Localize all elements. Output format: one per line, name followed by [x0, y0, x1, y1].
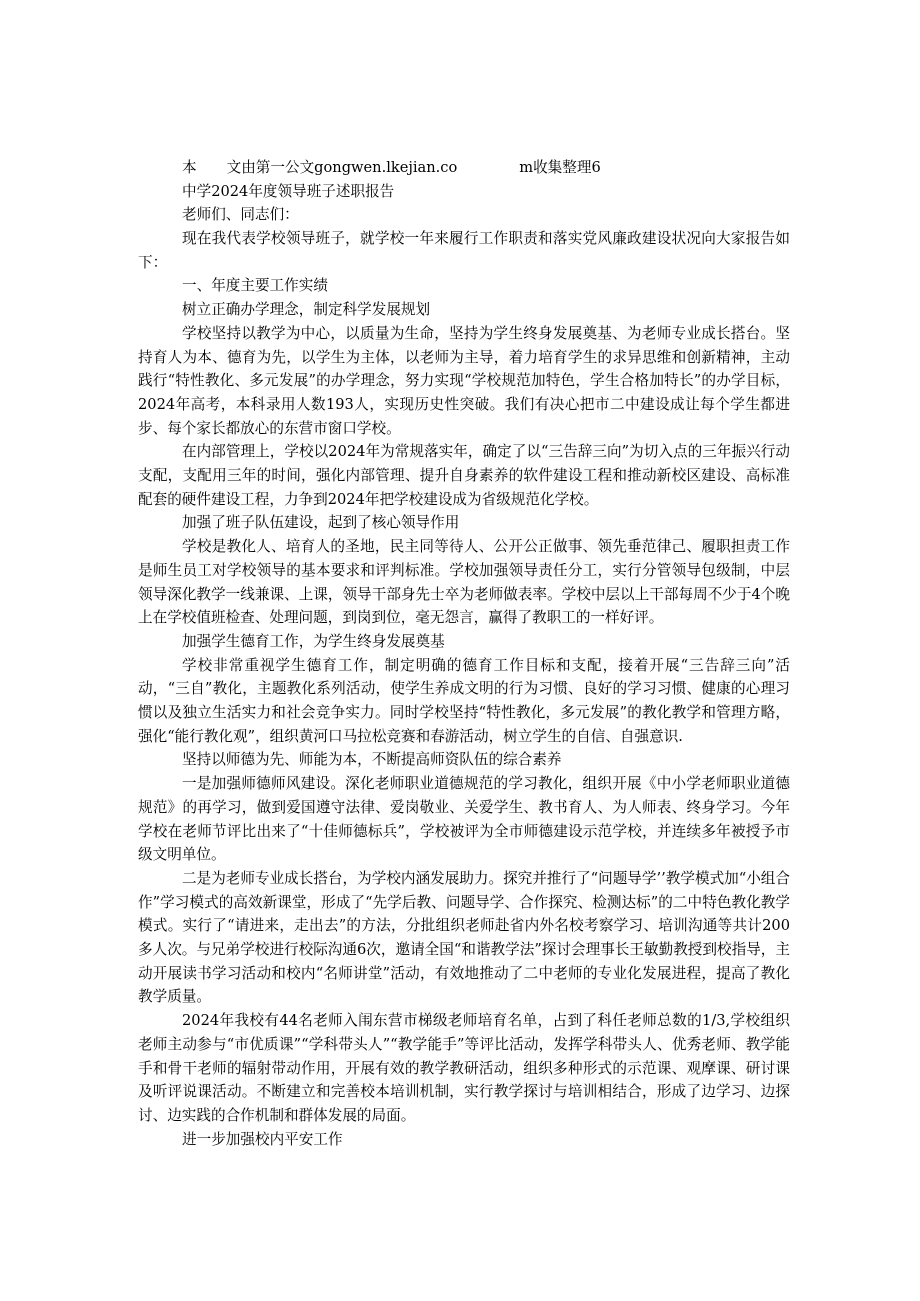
subheading-3: 加强学生德育工作，为学生终身发展奠基 [182, 632, 445, 650]
document-title: 中学2024年度领导班子述职报告 [182, 182, 395, 200]
source-header-part-1: 本 [182, 159, 197, 176]
source-header-part-3: m收集整理6 [519, 159, 601, 176]
intro-paragraph: 现在我代表学校领导班子，就学校一年来履行工作职责和落实党风廉政建设状况向大家报告如下： [138, 230, 790, 271]
body-paragraph-1: 学校坚持以教学为中心，以质量为生命，坚持为学生终身发展奠基、为老师专业成长搭台。坚持育人为本、德育为先，以学生为主体，以老师为主导，着力培育学生的求异思维和创新精神，主动践行“特性教化、多元发展”的办学理念，努力实现“学校规范加特色，学生合格加特长”的办学目标，2024年高考，本科录用人数193人，实现历史性突破。我们有决心把市二中建设成让每个学生都进步、每个家长都放心的东营市窗口学校。 [138, 324, 790, 437]
source-header [138, 156, 790, 180]
body-paragraph-7: 2024年我校有44名老师入闱东营市梯级老师培育名单，占到了科任老师总数的1/3,学校组织老师主动参与“市优质课”“学科带头人”“教学能手”等评比活动，发挥学科带头人、优秀老师、教学能手和骨干老师的辐射带动作用，开展有效的教学教研活动，组织多种形式的示范课、观摩课、研讨课及听评说课活动。不断建立和完善校本培训机制，实行教学探讨与培训相结合，形成了边学习、边探讨、边实践的合作机制和群体发展的局面。 [138, 1012, 790, 1124]
body-paragraph-6: 二是为老师专业成长搭台，为学校内涵发展助力。探究并推行了“问题导学’’教学模式加“小组合作”学习模式的高效新课堂，形成了“先学后教、问题导学、合作探究、检测达标”的二中特色教化教学模式。实行了“请进来，走出去”的方法，分批组织老师赴省内外名校考察学习、培训沟通等共计200多人次。与兄弟学校进行校际沟通6次，邀请全国“和谐教学法”探讨会理事长王敏勤教授到校指导，主动开展读书学习活动和校内“名师讲堂”活动，有效地推动了二中老师的专业化发展进程，提高了教化教学质量。 [138, 869, 790, 1006]
body-paragraph-2: 在内部管理上，学校以2024年为常规落实年，确定了以“三告辞三向”为切入点的三年振兴行动支配，支配用三年的时间，强化内部管理、提升自身素养的软件建设工程和推动新校区建设、高标准配套的硬件建设工程，力争到2024年把学校建设成为省级规范化学校。 [138, 443, 790, 508]
section-heading-1: 一、年度主要工作实绩 [182, 277, 328, 295]
body-paragraph-4: 学校非常重视学生德育工作，制定明确的德育工作目标和支配，接着开展“三告辞三向”活动，“三自”教化，主题教化系列活动，使学生养成文明的行为习惯、良好的学习习惯、健康的心理习惯以及独立生活实力和社会竞争实力。同时学校坚持“特性教化，多元发展”的教化教学和管理方略，强化“能行教化观”，组织黄河口马拉松竞赛和春游活动，树立学生的自信、自强意识. [138, 656, 790, 745]
body-paragraph-3: 学校是教化人、培育人的圣地，民主同等待人、公开公正做事、领先垂范律己、履职担责工作是师生员工对学校领导的基本要求和评判标准。学校加强领导责任分工，实行分管领导包级制，中层领导深化教学一线兼课、上课，领导干部身先士卒为老师做表率。学校中层以上干部每周不少于4个晚上在学校值班检查、处理问题，到岗到位，毫无怨言，赢得了教职工的一样好评。 [138, 538, 790, 627]
source-header-part-2: 文由第一公文gongwen.lkejian.co [226, 159, 458, 176]
document-body [138, 156, 790, 1151]
subheading-2: 加强了班子队伍建设，起到了核心领导作用 [182, 514, 460, 532]
greeting: 老师们、同志们： [182, 206, 299, 224]
subheading-5: 进一步加强校内平安工作 [182, 1130, 343, 1148]
subheading-4: 坚持以师德为先、师能为本，不断提高师资队伍的综合素养 [182, 751, 562, 769]
body-paragraph-5: 一是加强师德师风建设。深化老师职业道德规范的学习教化，组织开展《中小学老师职业道德规范》的再学习，做到爱国遵守法律、爱岗敬业、关爱学生、教书育人、为人师表、终身学习。今年学校在老师节评比出来了“十佳师德标兵”，学校被评为全市师德建设示范学校，并连续多年被授予市级文明单位。 [138, 775, 790, 864]
subheading-1: 树立正确办学理念，制定科学发展规划 [182, 301, 431, 319]
